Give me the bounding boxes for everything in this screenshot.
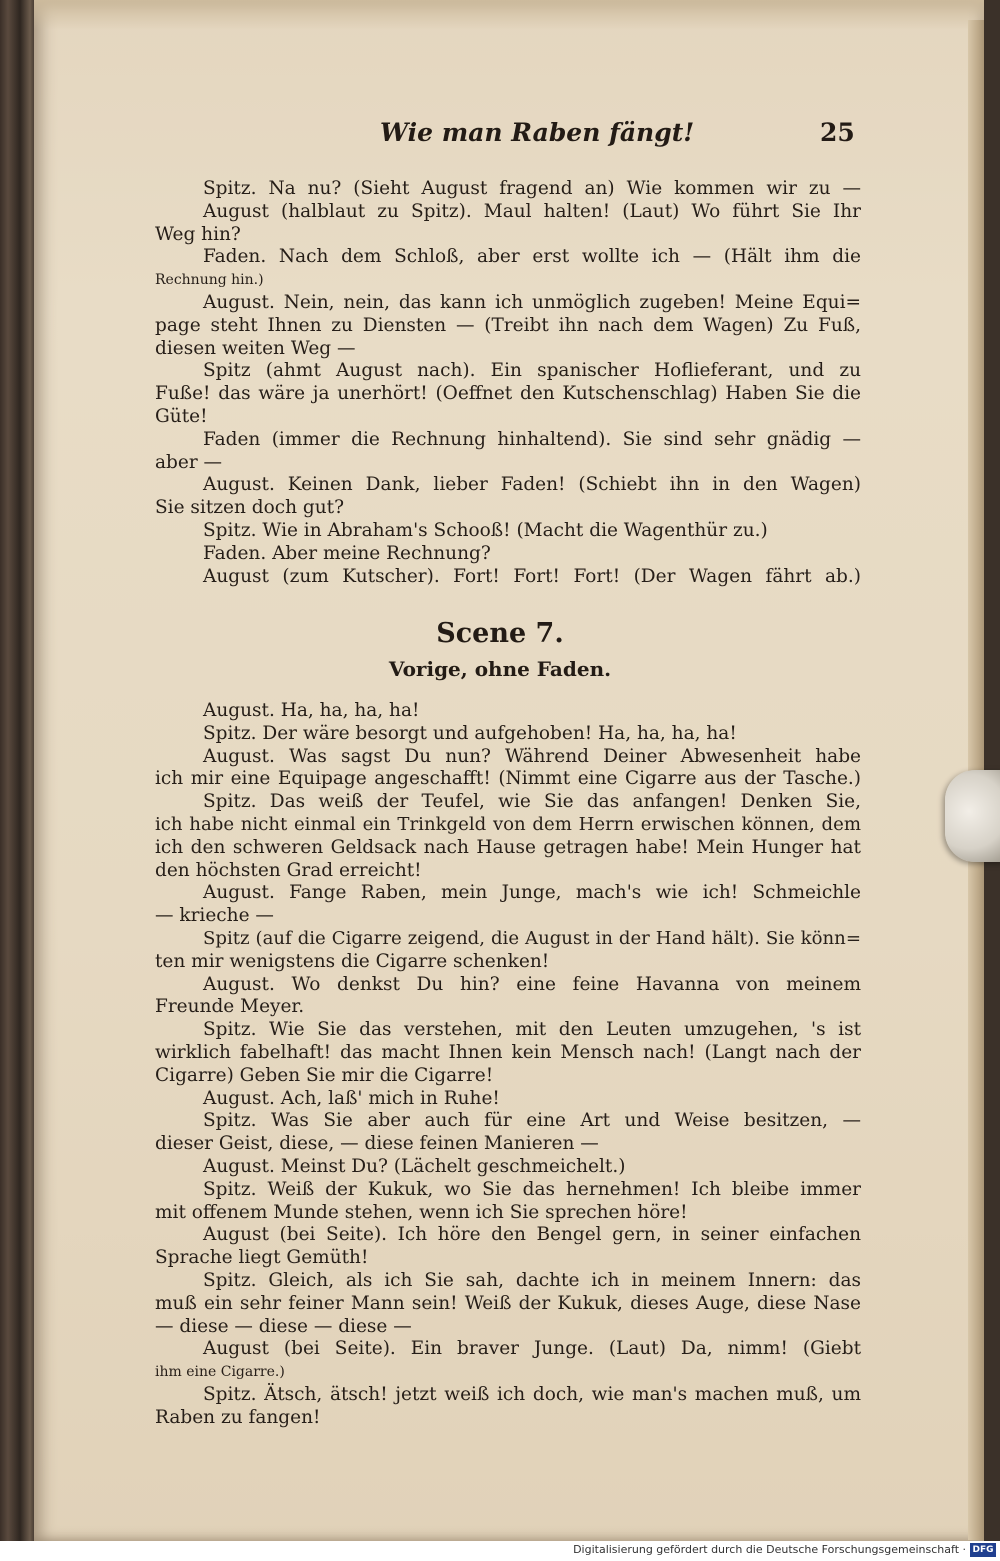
- text-line: diesen weiten Weg —: [155, 337, 356, 359]
- text-line: Sie sitzen doch gut?: [155, 497, 345, 519]
- text-line: Spitz. Wie Sie das verstehen, mit den Leuten umzugehen, 's ist: [203, 1019, 861, 1041]
- text-line: August. Ha, ha, ha, ha!: [203, 700, 420, 721]
- text-line: ihm eine Cigarre.): [155, 1364, 285, 1381]
- text-line: Cigarre) Geben Sie mir die Cigarre!: [155, 1064, 494, 1086]
- text-line: page steht Ihnen zu Diensten — (Treibt ihn nach dem Wagen) Zu Fuß,: [155, 314, 861, 336]
- text-line: Spitz (auf die Cigarre zeigend, die August in der Hand hält). Sie könn=: [203, 927, 861, 949]
- text-line: wirklich fabelhaft! das macht Ihnen kein Mensch nach! (Langt nach der: [155, 1041, 861, 1063]
- text-line: Raben zu fangen!: [155, 1406, 321, 1428]
- running-head: Wie man Raben fängt!: [380, 118, 695, 147]
- dfg-logo: DFG: [970, 1543, 996, 1557]
- text-line: Spitz. Das weiß der Teufel, wie Sie das anfangen! Denken Sie,: [203, 791, 861, 813]
- text-line: Sprache liegt Gemüth!: [155, 1247, 369, 1269]
- text-line: August. Was sagst Du nun? Während Deiner Abwesenheit habe: [203, 745, 861, 767]
- text-line: ich habe nicht einmal ein Trinkgeld von dem Herrn erwischen können, dem: [155, 813, 861, 835]
- scene-subheading: Vorige, ohne Faden.: [388, 657, 612, 681]
- text-line: Spitz (ahmt August nach). Ein spanischer Hoflieferant, und zu: [203, 360, 861, 382]
- text-line: Spitz. Der wäre besorgt und aufgehoben! Ha, ha, ha, ha!: [203, 722, 737, 744]
- text-line: ten mir wenigstens die Cigarre schenken!: [155, 950, 550, 972]
- text-line: August (bei Seite). Ich höre den Bengel gern, in seiner einfachen: [203, 1224, 861, 1246]
- text-line: August. Wo denkst Du hin? eine feine Havanna von meinem: [203, 973, 861, 995]
- dialogue-block-1: [155, 178, 861, 588]
- text-line: Spitz. Na nu? (Sieht August fragend an) Wie kommen wir zu —: [203, 178, 861, 199]
- page-top-shadow: [34, 0, 984, 30]
- text-line: ich mir eine Equipage angeschafft! (Nimmt eine Cigarre aus der Tasche.): [155, 768, 861, 790]
- text-line: Faden. Aber meine Rechnung?: [203, 542, 491, 564]
- text-line: den höchsten Grad erreicht!: [155, 859, 422, 881]
- text-line: August. Keinen Dank, lieber Faden! (Schiebt ihn in den Wagen): [203, 474, 861, 496]
- text-line: — krieche —: [155, 905, 274, 927]
- dialogue-block-2: [155, 700, 861, 1430]
- text-line: Faden. Nach dem Schloß, aber erst wollte ich — (Hält ihm die: [203, 246, 861, 268]
- text-line: August. Ach, laß' mich in Ruhe!: [203, 1087, 500, 1109]
- text-line: Rechnung hin.): [155, 272, 264, 289]
- text-line: muß ein sehr feiner Mann sein! Weiß der Kukuk, dieses Auge, diese Nase: [155, 1292, 861, 1314]
- text-line: ich den schweren Geldsack nach Hause getragen habe! Mein Hunger hat: [155, 836, 861, 858]
- text-line: Spitz. Wie in Abraham's Schooß! (Macht die Wagenthür zu.): [203, 519, 768, 541]
- page-marker-tab: [945, 770, 1000, 862]
- text-line: Weg hin?: [155, 223, 241, 245]
- text-line: Fuße! das wäre ja unerhört! (Oeffnet den Kutschenschlag) Haben Sie die: [155, 383, 861, 405]
- text-line: August. Nein, nein, das kann ich unmöglich zugeben! Meine Equi=: [203, 291, 861, 313]
- text-line: Spitz. Ätsch, ätsch! jetzt weiß ich doch, wie man's machen muß, um: [203, 1383, 861, 1405]
- text-line: mit offenem Munde stehen, wenn ich Sie sprechen höre!: [155, 1201, 688, 1223]
- text-line: August (halblaut zu Spitz). Maul halten! (Laut) Wo führt Sie Ihr: [203, 200, 861, 222]
- text-line: Spitz. Weiß der Kukuk, wo Sie das hernehmen! Ich bleibe immer: [203, 1178, 861, 1200]
- page-number: 25: [820, 118, 855, 147]
- text-line: Freunde Meyer.: [155, 996, 305, 1018]
- funding-credit: Digitalisierung gefördert durch die Deutsche Forschungsgemeinschaft ·: [573, 1543, 966, 1556]
- text-line: Spitz. Was Sie aber auch für eine Art und Weise besitzen, —: [203, 1110, 861, 1132]
- text-line: August. Fange Raben, mein Junge, mach's wie ich! Schmeichle: [203, 882, 861, 904]
- text-line: August (zum Kutscher). Fort! Fort! Fort! (Der Wagen fährt ab.): [203, 565, 861, 587]
- text-line: dieser Geist, diese, — diese feinen Manieren —: [155, 1133, 599, 1155]
- text-line: August. Meinst Du? (Lächelt geschmeichelt.): [203, 1155, 626, 1177]
- text-line: August (bei Seite). Ein braver Junge. (Laut) Da, nimm! (Giebt: [203, 1338, 861, 1360]
- text-line: Faden (immer die Rechnung hinhaltend). Sie sind sehr gnädig —: [203, 428, 861, 450]
- text-line: Spitz. Gleich, als ich Sie sah, dachte ich in meinem Innern: das: [203, 1269, 861, 1291]
- text-line: — diese — diese — diese —: [155, 1315, 412, 1337]
- text-line: aber —: [155, 451, 223, 473]
- scene-heading: Scene 7.: [436, 618, 564, 649]
- text-line: Güte!: [155, 405, 208, 427]
